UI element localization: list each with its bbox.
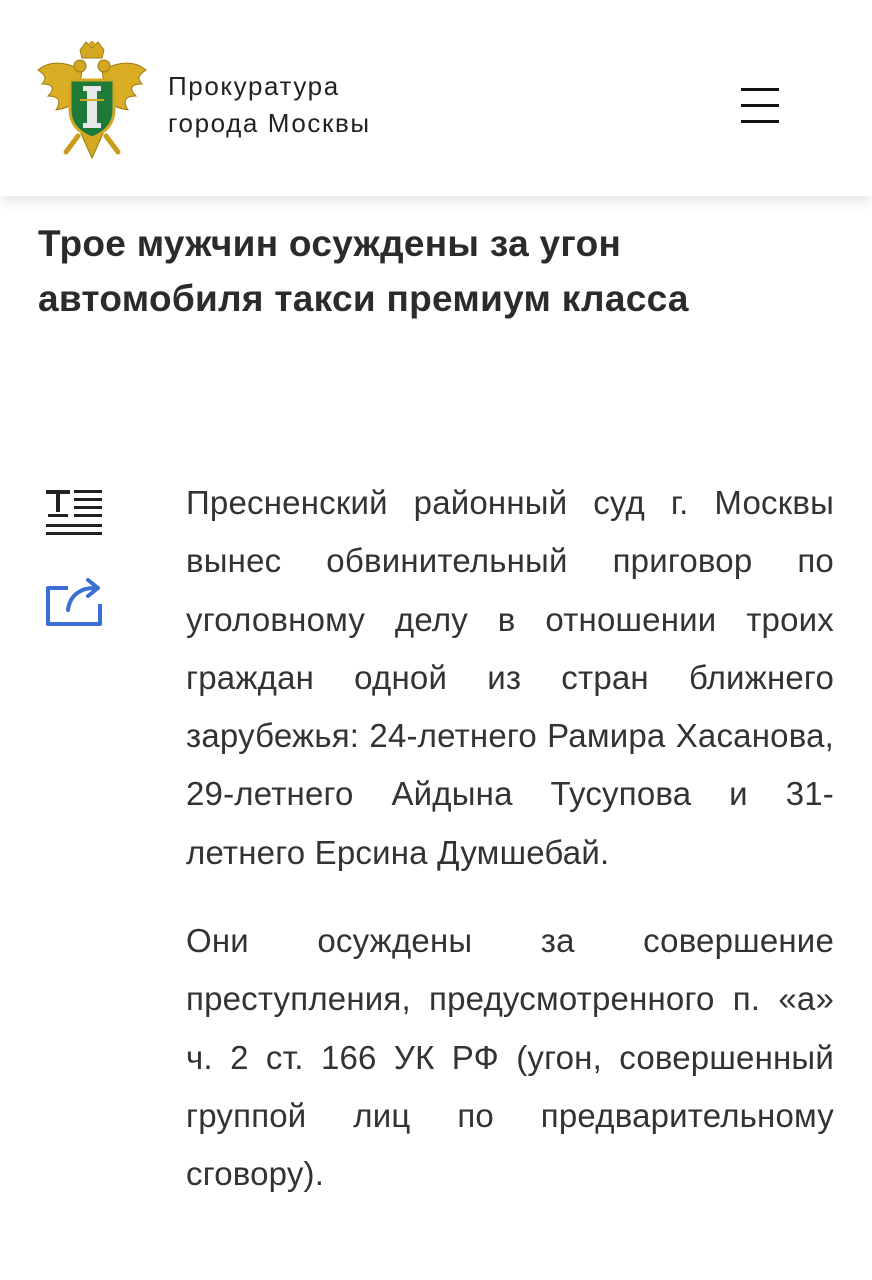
site-header	[0, 0, 872, 196]
article-paragraph-2: Они осуждены за совершение преступления, предусмотренного п. «а» ч. 2 ст. 166 УК РФ (угон, совершенный группой лиц по предварительному сговору).	[186, 922, 834, 1193]
article-paragraph-1: Пресненский районный суд г. Москвы вынес обвинительный приговор по уголовному делу в отношении троих граждан одной из стран ближнего зарубежья: 24-летнего Рамира Хасанова, 29-летнего Айдына Тусупова и 31-летнего Ерсина Думшебай.	[186, 484, 834, 871]
prosecutor-emblem-logo[interactable]	[36, 40, 148, 164]
brand-line-2: города Москвы	[168, 108, 371, 138]
brand-line-1: Прокуратура	[168, 71, 340, 101]
hamburger-menu-button[interactable]	[728, 82, 792, 130]
share-button[interactable]	[38, 570, 110, 634]
menu-bar-middle	[741, 104, 779, 107]
text-size-icon	[38, 484, 110, 548]
eagle-emblem-icon	[36, 40, 148, 164]
share-icon	[38, 570, 110, 634]
site-brand[interactable]	[168, 68, 371, 142]
menu-bar-bottom	[741, 120, 779, 123]
article-body	[186, 474, 834, 1234]
text-size-button[interactable]	[38, 484, 110, 548]
menu-bar-top	[741, 88, 779, 91]
article-title: Трое мужчин осуждены за угон автомобиля такси премиум класса	[38, 223, 689, 319]
